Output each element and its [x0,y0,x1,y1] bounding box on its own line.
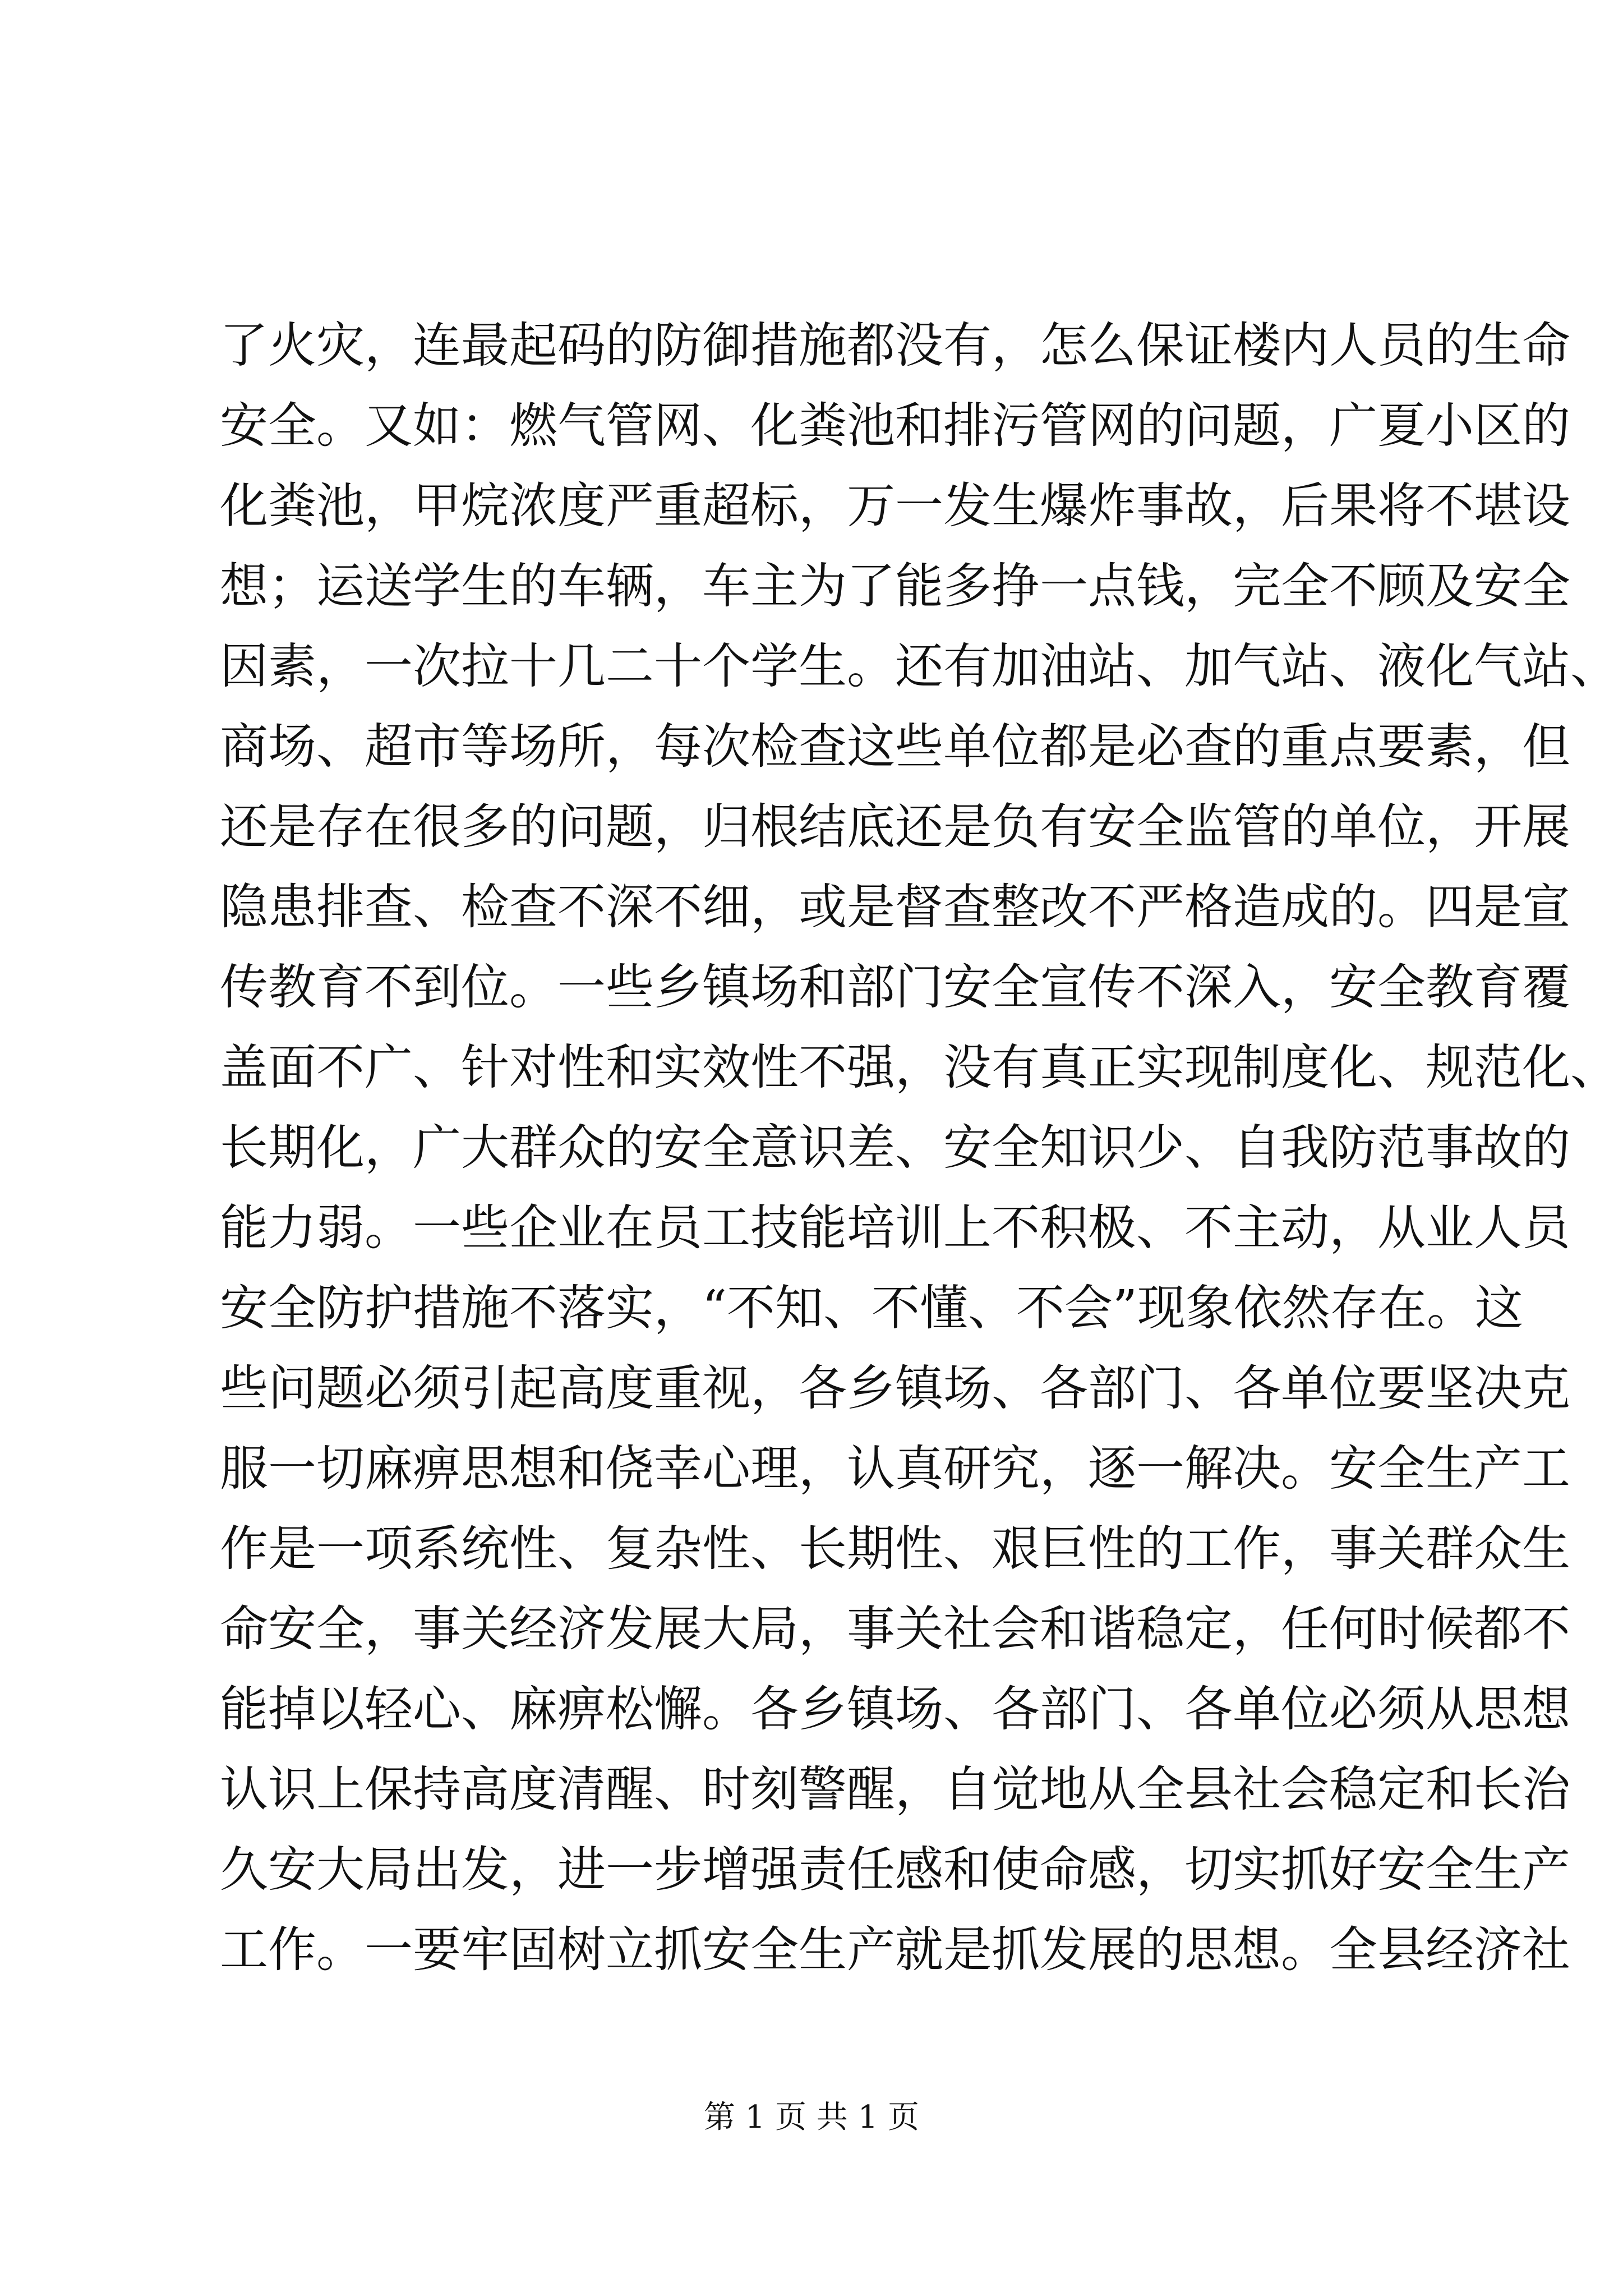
text-line-20: 久安大局出发，进一步增强责任感和使命感，切实抓好安全生产 [220,1842,1570,1898]
page-number-footer: 第 1 页 共 1 页 [703,2099,920,2136]
text-line-8: 隐患排查、检查不深不细，或是督查整改不严格造成的。四是宣 [220,879,1570,935]
text-line-3: 化粪池，甲烷浓度严重超标，万一发生爆炸事故，后果将不堪设 [220,478,1570,534]
text-line-14: 些问题必须引起高度重视，各乡镇场、各部门、各单位要坚决克 [220,1360,1570,1416]
text-line-6: 商场、超市等场所，每次检查这些单位都是必查的重点要素，但 [220,719,1570,775]
text-line-11: 长期化，广大群众的安全意识差、安全知识少、自我防范事故的 [220,1120,1570,1176]
text-line-7: 还是存在很多的问题，归根结底还是负有安全监管的单位，开展 [220,799,1570,855]
text-line-4: 想；运送学生的车辆，车主为了能多挣一点钱，完全不顾及安全 [220,558,1570,614]
body-text [220,306,1619,1990]
text-line-12: 能力弱。一些企业在员工技能培训上不积极、不主动，从业人员 [220,1200,1570,1256]
text-line-17: 命安全，事关经济发展大局，事关社会和谐稳定，任何时候都不 [220,1601,1570,1657]
text-line-18: 能掉以轻心、麻痹松懈。各乡镇场、各部门、各单位必须从思想 [220,1681,1570,1737]
text-line-2: 安全。又如：燃气管网、化粪池和排污管网的问题，广夏小区的 [220,398,1570,454]
text-line-13: 安全防护措施不落实，“不知、不懂、不会”现象依然存在。这 [220,1280,1523,1336]
text-line-15: 服一切麻痹思想和侥幸心理，认真研究，逐一解决。安全生产工 [220,1441,1570,1497]
text-line-9: 传教育不到位。一些乡镇场和部门安全宣传不深入，安全教育覆 [220,959,1570,1015]
text-line-5: 因素，一次拉十几二十个学生。还有加油站、加气站、液化气站、 [220,638,1619,694]
text-line-16: 作是一项系统性、复杂性、长期性、艰巨性的工作，事关群众生 [220,1521,1570,1577]
text-line-21: 工作。一要牢固树立抓安全生产就是抓发展的思想。全县经济社 [220,1922,1570,1978]
text-line-19: 认识上保持高度清醒、时刻警醒，自觉地从全县社会稳定和长治 [220,1761,1570,1818]
text-line-10: 盖面不广、针对性和实效性不强，没有真正实现制度化、规范化、 [220,1039,1619,1096]
text-line-1: 了火灾，连最起码的防御措施都没有，怎么保证楼内人员的生命 [220,318,1570,374]
